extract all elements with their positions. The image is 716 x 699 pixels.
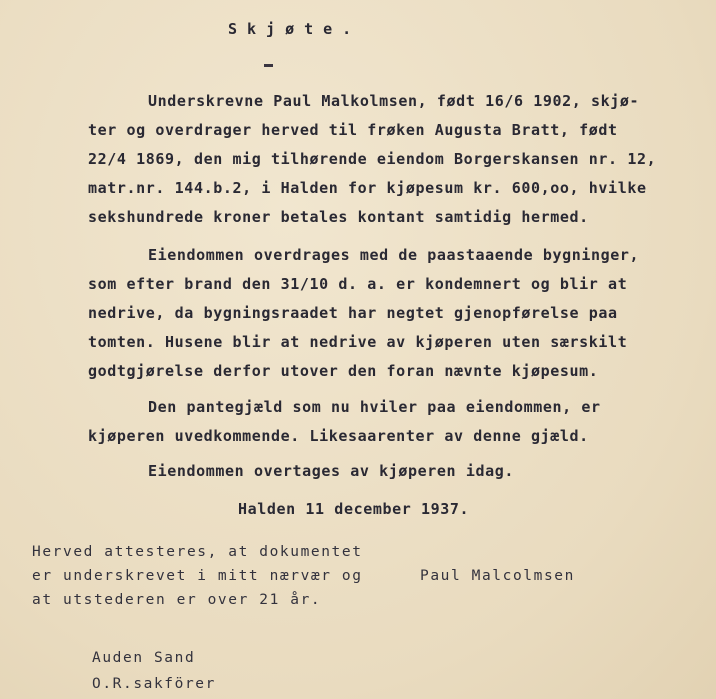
body-line: Underskrevne Paul Malkolmsen, født 16/6 1902, skjø- [148,92,640,110]
body-line: ter og overdrager herved til frøken Augusta Bratt, født [88,121,618,139]
witness-name: Auden Sand [92,650,196,666]
body-line: Eiendommen overdrages med de paastaaende bygninger, [148,246,640,264]
attestation-line: er underskrevet i mitt nærvær og [32,568,363,584]
body-line: sekshundrede kroner betales kontant samtidig hermed. [88,208,589,226]
attestation-line: at utstederen er over 21 år. [32,592,322,608]
document-title: Skjøte. [228,20,362,38]
body-line: Den pantegjæld som nu hviler paa eiendommen, er [148,398,601,416]
signer-name: Paul Malcolmsen [420,568,575,584]
body-line: 22/4 1869, den mig tilhørende eiendom Borgerskansen nr. 12, [88,150,657,168]
body-line: godtgjørelse derfor utover den foran nævnte kjøpesum. [88,362,599,380]
title-dash [264,64,273,67]
body-line: matr.nr. 144.b.2, i Halden for kjøpesum kr. 600,oo, hvilke [88,179,647,197]
body-line: nedrive, da bygningsraadet har negtet gjenopførelse paa [88,304,618,322]
place-date: Halden 11 december 1937. [238,500,470,518]
body-line: som efter brand den 31/10 d. a. er kondemnert og blir at [88,275,628,293]
body-line: tomten. Husene blir at nedrive av kjøperen uten særskilt [88,333,628,351]
body-line: Eiendommen overtages av kjøperen idag. [148,462,514,480]
body-line: kjøperen uvedkommende. Likesaarenter av denne gjæld. [88,427,589,445]
witness-title: O.R.sakförer [92,676,216,692]
attestation-line: Herved attesteres, at dokumentet [32,544,363,560]
